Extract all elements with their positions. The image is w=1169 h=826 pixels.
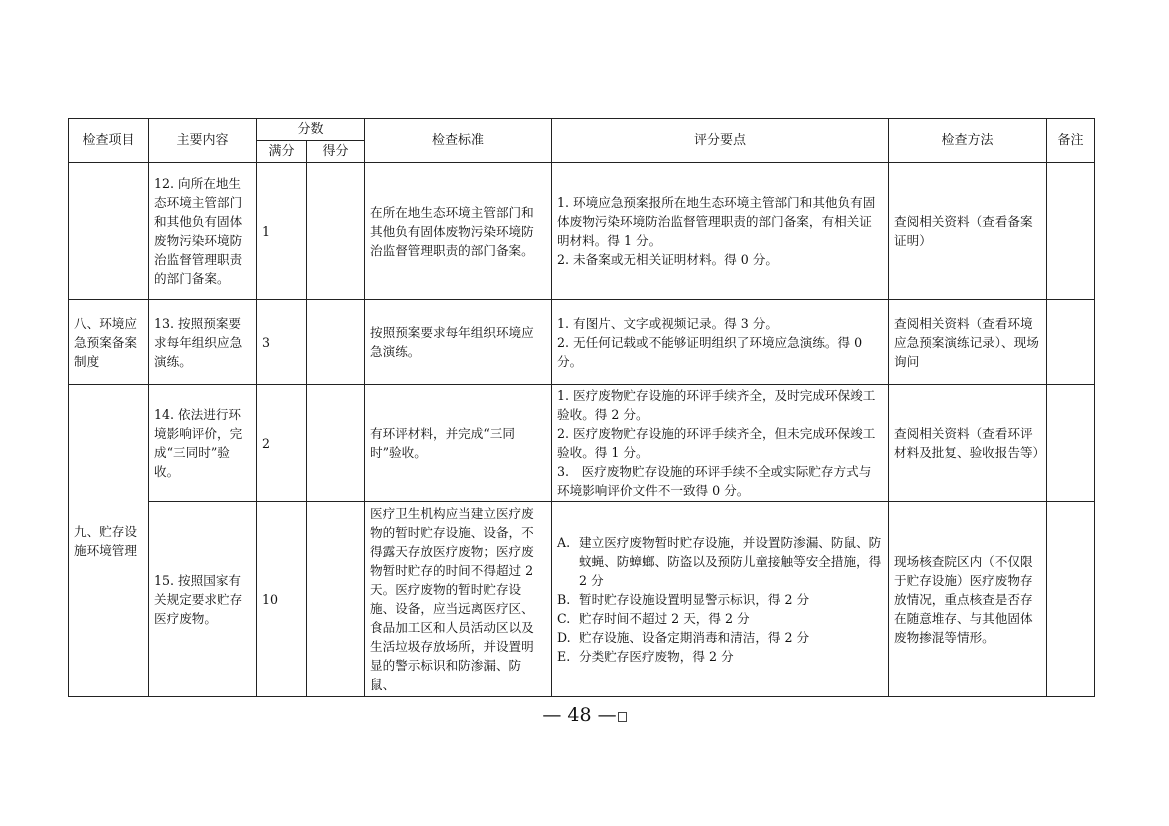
row-content-cell: 12. 向所在地生态环境主管部门和其他负有固体废物污染环境防治监督管理职责的部门备案。 — [149, 163, 257, 300]
row-got-score — [307, 502, 365, 697]
row-method-cell: 查阅相关资料（查看环评材料及批复、验收报告等） — [889, 385, 1047, 502]
table-row — [69, 163, 1095, 300]
points-letter: E. — [557, 648, 571, 664]
points-line: 1. 有图片、文字或视频记录。得 3 分。 — [557, 315, 778, 331]
points-line: 2. 医疗废物贮存设施的环评手续齐全，但未完成环保竣工验收。得 1 分。 — [557, 426, 876, 460]
points-letter: B. — [557, 591, 571, 607]
row-got-score — [307, 385, 365, 502]
header-standard: 检查标准 — [365, 119, 552, 163]
page-footer — [0, 704, 1169, 726]
points-text: 建立医疗废物暂时贮存设施，并设置防渗漏、防鼠、防蚊蝇、防蟑螂、防盗以及预防儿童接触等安全措施，得 2 分 — [579, 534, 882, 588]
header-method: 检查方法 — [889, 119, 1047, 163]
row-points-cell — [552, 300, 889, 385]
points-letter: A. — [557, 534, 571, 550]
header-row-1 — [69, 119, 1095, 141]
row-points-cell — [552, 502, 889, 697]
table-row — [69, 300, 1095, 385]
row-standard-cell: 有环评材料，并完成“三同时”验收。 — [365, 385, 552, 502]
points-line: 3. 医疗废物贮存设施的环评手续不全或实际贮存方式与环境影响评价文件不一致得 0 分。 — [557, 464, 872, 498]
row-item-cell — [69, 163, 149, 300]
row-full-score: 2 — [257, 385, 307, 502]
row-full-score: 3 — [257, 300, 307, 385]
points-item — [557, 628, 883, 647]
row-method-cell: 现场核查院区内（不仅限于贮存设施）医疗废物存放情况，重点核查是否存在随意堆存、与其他固体废物掺混等情形。 — [889, 502, 1047, 697]
row-content-cell: 14. 依法进行环境影响评价，完成“三同时”验收。 — [149, 385, 257, 502]
points-item — [557, 647, 883, 666]
row-method-cell: 查阅相关资料（查看环境应急预案演练记录）、现场询问 — [889, 300, 1047, 385]
points-line: 2. 无任何记载或不能够证明组织了环境应急演练。得 0 分。 — [557, 334, 863, 369]
points-text: 贮存时间不超过 2 天，得 2 分 — [579, 610, 750, 626]
table-row — [69, 502, 1095, 697]
points-item — [557, 590, 883, 609]
row-item-cell: 八、环境应急预案备案制度 — [69, 300, 149, 385]
points-text: 分类贮存医疗废物，得 2 分 — [579, 648, 734, 664]
row-points-cell — [552, 385, 889, 502]
page-number: — 48 — — [542, 704, 617, 726]
header-full-score: 满分 — [257, 141, 307, 163]
inspection-table — [68, 118, 1095, 697]
row-item-cell: 九、贮存设施环境管理 — [69, 385, 149, 697]
points-text: 贮存设施、设备定期消毒和清洁，得 2 分 — [579, 629, 810, 645]
box-glyph-icon — [618, 712, 627, 722]
points-item — [557, 533, 883, 590]
row-standard-cell: 按照预案要求每年组织环境应急演练。 — [365, 300, 552, 385]
header-points: 评分要点 — [552, 119, 889, 163]
row-standard-cell: 在所在地生态环境主管部门和其他负有固体废物污染环境防治监督管理职责的部门备案。 — [365, 163, 552, 300]
points-letter: D. — [557, 629, 571, 645]
points-letter: C. — [557, 610, 571, 626]
row-got-score — [307, 300, 365, 385]
row-standard-cell: 医疗卫生机构应当建立医疗废物的暂时贮存设施、设备，不得露天存放医疗废物；医疗废物暂时贮存的时间不得超过 2 天。医疗废物的暂时贮存设施、设备，应当远离医疗区、食品加工区和人员活动区以及生活垃圾存放场所，并设置明显的警示标识和防渗漏、防鼠、 — [365, 502, 552, 697]
row-remark-cell — [1047, 163, 1095, 300]
row-content-cell: 15. 按照国家有关规定要求贮存医疗废物。 — [149, 502, 257, 697]
row-remark-cell — [1047, 502, 1095, 697]
header-content: 主要内容 — [149, 119, 257, 163]
row-remark-cell — [1047, 300, 1095, 385]
row-content-cell: 13. 按照预案要求每年组织应急演练。 — [149, 300, 257, 385]
row-points-cell — [552, 163, 889, 300]
points-line: 1. 医疗废物贮存设施的环评手续齐全，及时完成环保竣工验收。得 2 分。 — [557, 388, 876, 422]
row-method-cell: 查阅相关资料（查看备案证明） — [889, 163, 1047, 300]
row-full-score: 1 — [257, 163, 307, 300]
header-remark: 备注 — [1047, 119, 1095, 163]
points-item — [557, 609, 883, 628]
points-line: 1. 环境应急预案报所在地生态环境主管部门和其他负有固体废物污染环境防治监督管理职责的部门备案，有相关证明材料。得 1 分。 — [557, 195, 876, 248]
row-got-score — [307, 163, 365, 300]
row-full-score: 10 — [257, 502, 307, 697]
header-got-score: 得分 — [307, 141, 365, 163]
header-item: 检查项目 — [69, 119, 149, 163]
row-remark-cell — [1047, 385, 1095, 502]
table-row — [69, 385, 1095, 502]
points-line: 2. 未备案或无相关证明材料。得 0 分。 — [557, 252, 778, 267]
points-text: 暂时贮存设施设置明显警示标识，得 2 分 — [579, 591, 810, 607]
header-score: 分数 — [257, 119, 365, 141]
